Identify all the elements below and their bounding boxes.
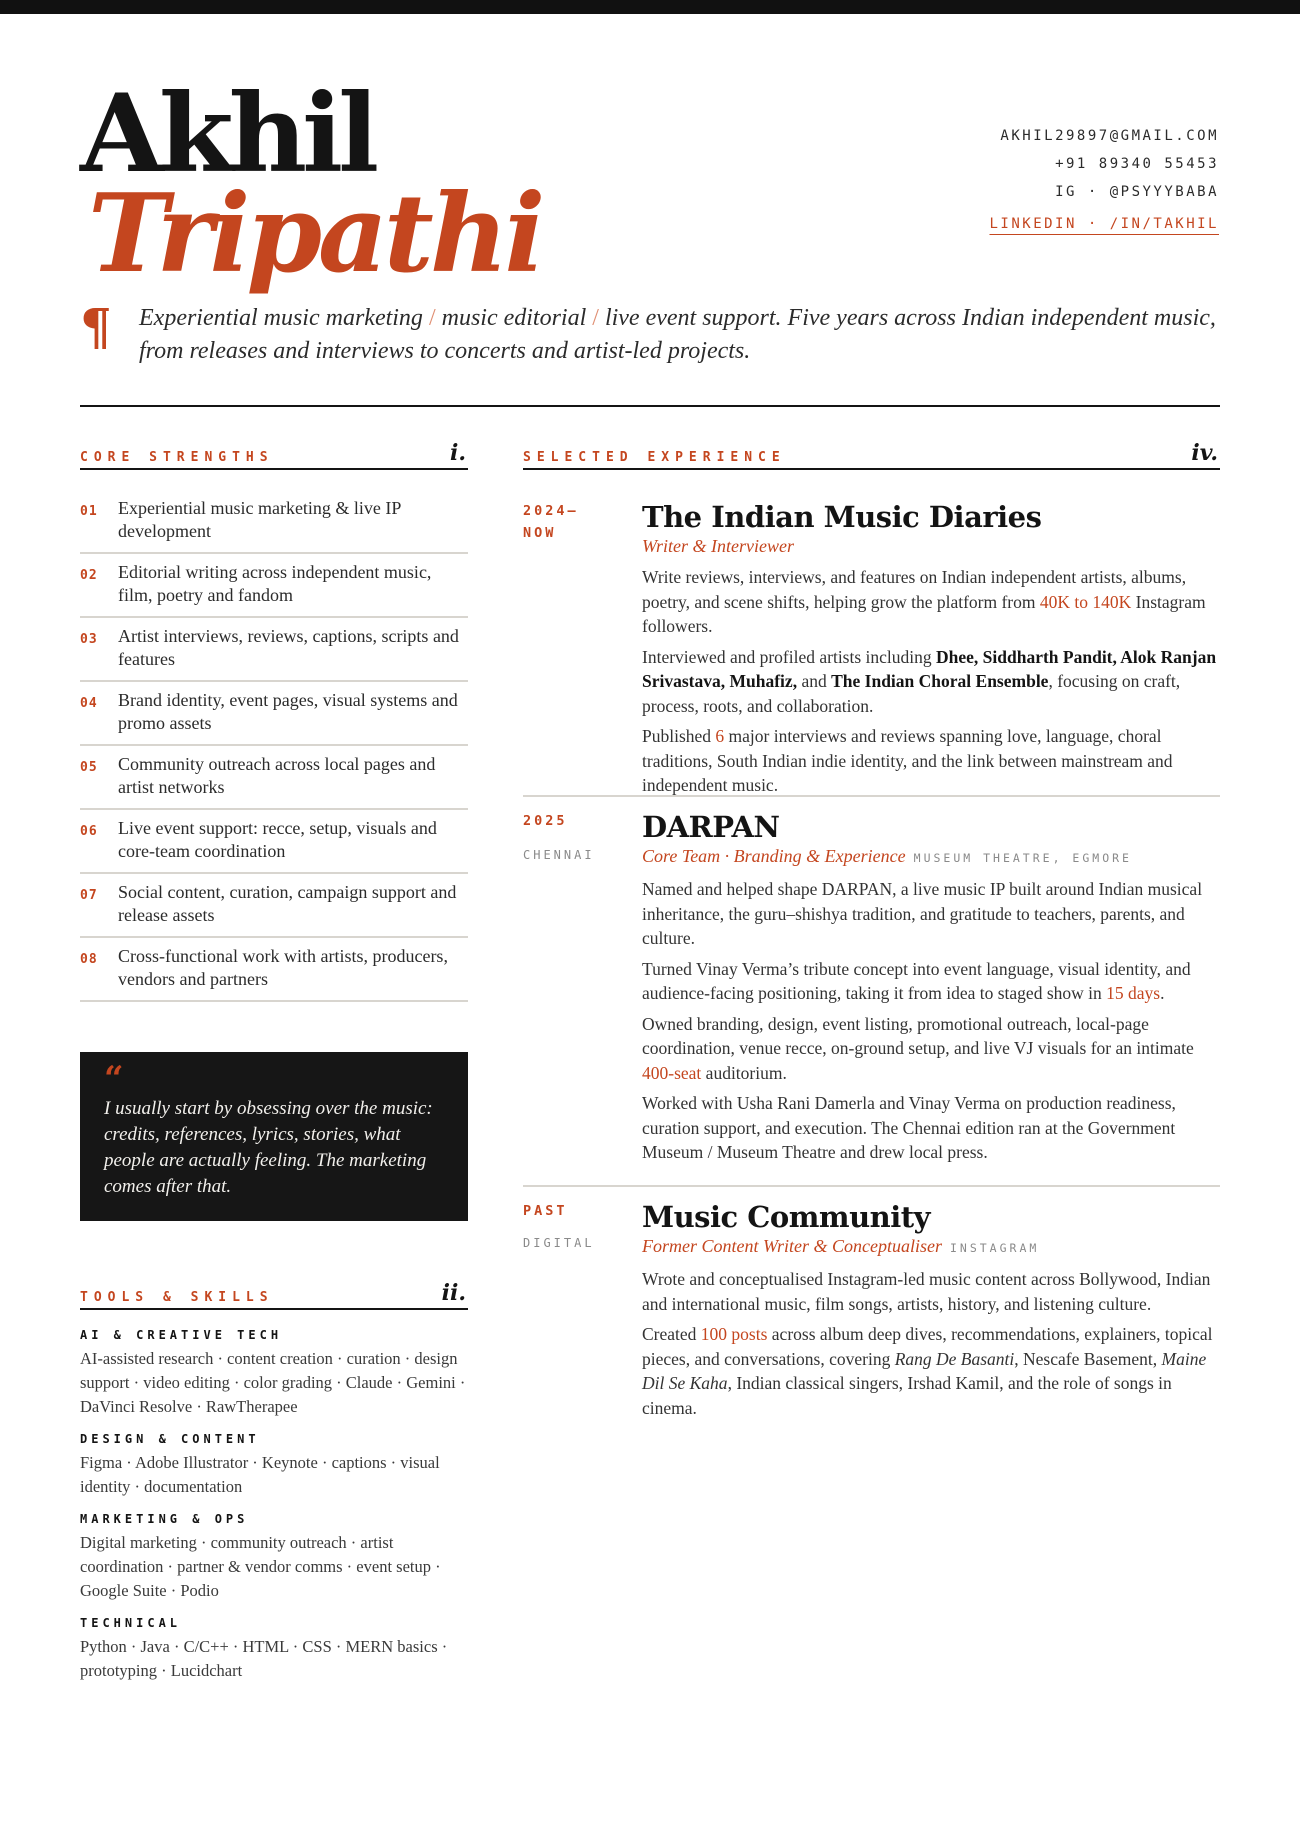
bold-text: The Indian Choral Ensemble: [831, 671, 1049, 691]
highlight: 15 days: [1106, 983, 1161, 1003]
highlight: 6: [715, 726, 725, 746]
experience-paragraph: [642, 724, 1220, 798]
strength-number: 03: [80, 632, 98, 647]
highlight: 400-seat: [642, 1062, 702, 1083]
tools-skills-list: [80, 1328, 468, 1696]
section-title: SELECTED EXPERIENCE: [523, 450, 786, 465]
text: auditorium.: [701, 1062, 787, 1083]
strength-text: Cross-functional work with artists, producers, vendors and partners: [118, 946, 448, 989]
experience-dates: [523, 500, 579, 544]
text: and: [797, 671, 832, 691]
experience-dates: PAST: [523, 1203, 568, 1219]
tool-group-text: AI-assisted research · content creation · curation · design support · video editing · color grading · Claude · Gemini · DaVinci Resolve · RawTherapee: [80, 1349, 466, 1416]
experience-item: [523, 1200, 1220, 1426]
section-number: i.: [449, 440, 466, 466]
role-text: Writer & Interviewer: [642, 536, 794, 556]
experience-title: DARPAN: [642, 810, 780, 844]
experience-location: CHENNAI: [523, 848, 595, 862]
text: Published: [642, 726, 716, 746]
experience-paragraph: [642, 565, 1220, 639]
strength-text: Editorial writing across independent music, film, poetry and fandom: [118, 562, 432, 605]
bold-text: Dhee, Siddharth Pandit, Alok Ranjan Srivastava, Muhafiz,: [642, 646, 1217, 691]
quote-text: I usually start by obsessing over the music: credits, references, lyrics, stories, what people are actually feeling. The marketing comes after that.: [104, 1098, 433, 1197]
strength-text: Live event support: recce, setup, visuals and core-team coordination: [118, 818, 437, 861]
text: .: [1160, 983, 1165, 1003]
tool-group-text: Figma · Adobe Illustrator · Keynote · captions · visual identity · documentation: [80, 1453, 440, 1496]
text: major interviews and reviews spanning love, language, choral traditions, South Indian indie identity, and the link between mainstream and independent music.: [642, 726, 1173, 795]
experience-paragraph: [642, 1012, 1220, 1086]
experience-title: The Indian Music Diaries: [642, 500, 1042, 534]
name-heading: [80, 71, 542, 298]
tool-group-heading: TECHNICAL: [80, 1616, 182, 1630]
experience-role: [642, 534, 1220, 558]
strength-number: 04: [80, 696, 98, 711]
quote-box: [80, 1052, 468, 1221]
summary-separator: /: [428, 305, 436, 331]
tool-group: [80, 1432, 468, 1499]
experience-location: DIGITAL: [523, 1236, 595, 1250]
phone-text: +91 89340 55453: [1055, 156, 1219, 172]
experience-item: [523, 500, 1220, 804]
tool-group-heading: AI & CREATIVE TECH: [80, 1328, 283, 1342]
experience-paragraph: Named and helped shape DARPAN, a live music IP built around Indian musical inheritance, the guru–shishya tradition, and gratitude to teachers, parents, and culture.: [642, 879, 1203, 948]
experience-role: [642, 844, 1220, 870]
tool-group: [80, 1512, 468, 1603]
strength-number: 06: [80, 824, 98, 839]
role-text: Former Content Writer & Conceptualiser: [642, 1236, 942, 1256]
summary-part-2: music editorial: [441, 305, 587, 331]
strength-number: 01: [80, 504, 98, 519]
highlight: 40K to 140K: [1039, 591, 1132, 612]
summary-part-1: Experiential music marketing: [139, 305, 423, 331]
text: Interviewed and profiled artists including: [642, 646, 937, 667]
experience-paragraph: [642, 957, 1220, 1006]
tool-group-heading: MARKETING & OPS: [80, 1512, 249, 1526]
tools-skills-header: [80, 1278, 468, 1310]
text: Turned Vinay Verma’s tribute concept into event language, visual identity, and audience-facing positioning, taking it from idea to staged show in: [642, 958, 1191, 1003]
tool-group: [80, 1328, 468, 1419]
strength-item: [80, 554, 468, 618]
text: across album deep dives, recommendations, explainers, topical pieces, and conversations, covering: [642, 1324, 1213, 1369]
quote-mark-icon: “: [104, 1059, 124, 1099]
experience-divider: [523, 1185, 1220, 1187]
date-start: 2024–: [523, 503, 579, 519]
strength-item: [80, 490, 468, 554]
summary: [80, 297, 1220, 368]
strength-item: [80, 874, 468, 938]
section-number: ii.: [441, 1280, 466, 1306]
experience-paragraph: Worked with Usha Rani Damerla and Vinay Verma on production readiness, curation support, and execution. The Chennai edition ran at the Government Museum / Museum Theatre and drew local press.: [642, 1093, 1176, 1162]
last-name: Tripathi: [88, 171, 542, 298]
italic-text: Rang De Basanti: [894, 1348, 1015, 1369]
date-end: NOW: [523, 525, 557, 541]
core-strengths-header: [80, 438, 468, 470]
contact-block: [989, 122, 1219, 238]
pilcrow-icon: ¶: [80, 297, 112, 356]
linkedin-link[interactable]: LINKEDIN · /IN/TAKHIL: [989, 216, 1219, 232]
tool-group-text: Python · Java · C/C++ · HTML · CSS · MERN basics · prototyping · Lucidchart: [80, 1637, 448, 1680]
platform-text: INSTAGRAM: [949, 1241, 1040, 1255]
section-title: TOOLS & SKILLS: [80, 1290, 274, 1305]
text: , Nescafe Basement,: [1014, 1348, 1162, 1369]
strength-text: Community outreach across local pages and artist networks: [118, 754, 436, 797]
text: , Indian classical singers, Irshad Kamil, and the role of songs in cinema.: [642, 1373, 1172, 1418]
experience-body: [642, 500, 1220, 798]
strength-item: [80, 810, 468, 874]
strength-text: Social content, curation, campaign support and release assets: [118, 882, 457, 925]
summary-separator: /: [592, 305, 599, 331]
experience-dates: 2025: [523, 813, 568, 829]
instagram-handle: IG · @PSYYYBABA: [1055, 184, 1219, 200]
experience-paragraph: [642, 645, 1220, 719]
text: Owned branding, design, event listing, promotional outreach, local-page coordination, venue recce, on-ground setup, and live VJ visuals for an intimate: [642, 1013, 1194, 1058]
strength-item: [80, 938, 468, 1002]
strength-number: 08: [80, 952, 98, 967]
highlight: 100 posts: [700, 1324, 768, 1344]
venue-text: MUSEUM THEATRE, EGMORE: [913, 851, 1132, 865]
strength-number: 07: [80, 888, 98, 903]
experience-title: Music Community: [642, 1200, 931, 1234]
experience-body: [642, 1200, 1220, 1420]
text: Created: [642, 1324, 701, 1344]
text: Write reviews, interviews, and features on Indian independent artists, albums, poetry, and scene shifts, helping grow the platform from: [642, 567, 1187, 612]
first-name: Akhil: [80, 71, 375, 197]
experience-item: [523, 810, 1220, 1171]
tool-group: [80, 1616, 468, 1683]
strength-item: [80, 682, 468, 746]
experience-body: [642, 810, 1220, 1165]
section-number: iv.: [1191, 440, 1218, 466]
top-bar: [0, 0, 1300, 14]
section-title: CORE STRENGTHS: [80, 450, 274, 465]
email-link[interactable]: AKHIL29897@GMAIL.COM: [1000, 128, 1219, 144]
tool-group-heading: DESIGN & CONTENT: [80, 1432, 260, 1446]
text: Instagram followers.: [642, 591, 1206, 636]
role-text: Core Team · Branding & Experience: [642, 846, 906, 866]
core-strengths-list: [80, 490, 468, 1002]
strength-text: Experiential music marketing & live IP development: [118, 498, 401, 541]
strength-number: 02: [80, 568, 98, 583]
summary-part-3: live event support. Five years across Indian independent music, from releases and interviews to concerts and artist-led projects.: [139, 305, 1216, 364]
strength-text: Artist interviews, reviews, captions, scripts and features: [118, 626, 459, 669]
header-divider: [80, 405, 1220, 407]
text: , focusing on craft, process, roots, and collaboration.: [642, 671, 1181, 716]
experience-divider: [523, 795, 1220, 797]
strength-item: [80, 746, 468, 810]
summary-text: [139, 302, 1220, 368]
experience-role: [642, 1234, 1220, 1260]
strength-number: 05: [80, 760, 98, 775]
strength-item: [80, 618, 468, 682]
experience-paragraph: [642, 1322, 1220, 1420]
experience-paragraph: Wrote and conceptualised Instagram-led music content across Bollywood, Indian and international music, film songs, artists, history, and listening culture.: [642, 1269, 1211, 1314]
experience-header: [523, 438, 1220, 470]
italic-text: Maine Dil Se Kaha: [642, 1348, 1207, 1393]
tool-group-text: Digital marketing · community outreach · artist coordination · partner & vendor comms · event setup · Google Suite · Podio: [80, 1533, 441, 1600]
strength-text: Brand identity, event pages, visual systems and promo assets: [118, 690, 458, 733]
